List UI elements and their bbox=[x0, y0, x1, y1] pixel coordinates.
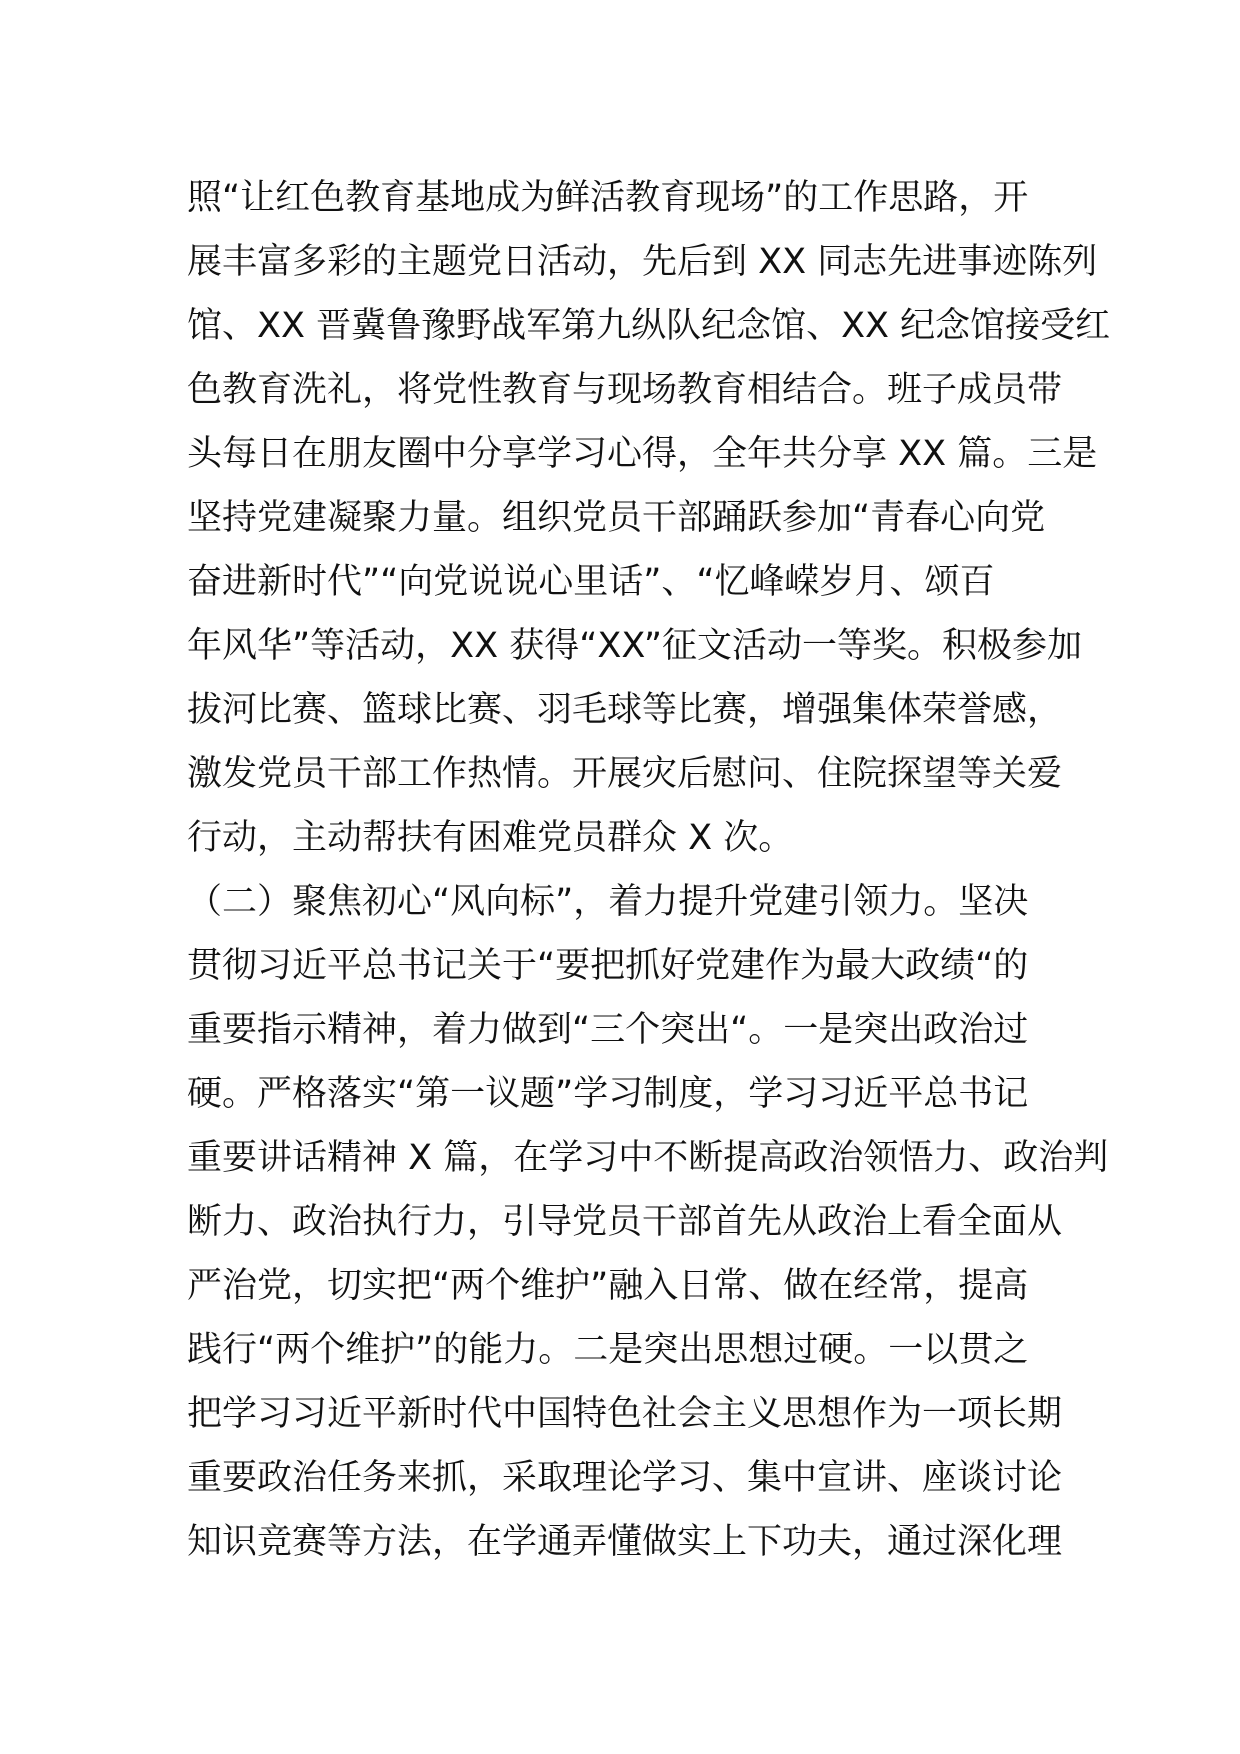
text-line: 色教育洗礼，将党性教育与现场教育相结合。班子成员带 bbox=[187, 370, 1063, 410]
text-line: 展丰富多彩的主题党日活动，先后到 XX 同志先进事迹陈列 bbox=[187, 242, 1098, 282]
text-line: 年风华”等活动，XX 获得“XX”征文活动一等奖。积极参加 bbox=[187, 626, 1083, 666]
text-line: 奋进新时代”“向党说说心里话”、“忆峰嵘岁月、颂百 bbox=[187, 562, 995, 602]
text-line: 贯彻习近平总书记关于“要把抓好党建作为最大政绩“的 bbox=[187, 946, 1029, 986]
text-line: 重要讲话精神 X 篇，在学习中不断提高政治领悟力、政治判 bbox=[187, 1138, 1109, 1178]
section-heading-line: （二）聚焦初心“风向标”，着力提升党建引领力。坚决 bbox=[187, 882, 1029, 922]
text-line: 践行“两个维护”的能力。二是突出思想过硬。一以贯之 bbox=[187, 1330, 1029, 1370]
text-line: 照“让红色教育基地成为鲜活教育现场”的工作思路，开 bbox=[187, 178, 1029, 218]
text-line: 行动，主动帮扶有困难党员群众 X 次。 bbox=[187, 818, 794, 858]
text-line: 馆、XX 晋冀鲁豫野战军第九纵队纪念馆、XX 纪念馆接受红 bbox=[187, 306, 1111, 346]
body-text bbox=[187, 166, 1111, 1574]
text-line: 重要指示精神，着力做到“三个突出“。一是突出政治过 bbox=[187, 1010, 1029, 1050]
text-line: 坚持党建凝聚力量。组织党员干部踊跃参加“青春心向党 bbox=[187, 498, 1046, 538]
text-line: 激发党员干部工作热情。开展灾后慰问、住院探望等关爱 bbox=[187, 754, 1063, 794]
text-line: 硬。严格落实“第一议题”学习制度，学习习近平总书记 bbox=[187, 1074, 1029, 1114]
text-line: 把学习习近平新时代中国特色社会主义思想作为一项长期 bbox=[187, 1394, 1063, 1434]
text-line: 头每日在朋友圈中分享学习心得，全年共分享 XX 篇。三是 bbox=[187, 434, 1098, 474]
text-line: 重要政治任务来抓，采取理论学习、集中宣讲、座谈讨论 bbox=[187, 1458, 1063, 1498]
text-line: 严治党，切实把“两个维护”融入日常、做在经常，提高 bbox=[187, 1266, 1029, 1306]
text-line: 断力、政治执行力，引导党员干部首先从政治上看全面从 bbox=[187, 1202, 1063, 1242]
text-line: 知识竞赛等方法，在学通弄懂做实上下功夫，通过深化理 bbox=[187, 1522, 1063, 1562]
text-line: 拔河比赛、篮球比赛、羽毛球等比赛，增强集体荣誉感， bbox=[187, 690, 1063, 730]
